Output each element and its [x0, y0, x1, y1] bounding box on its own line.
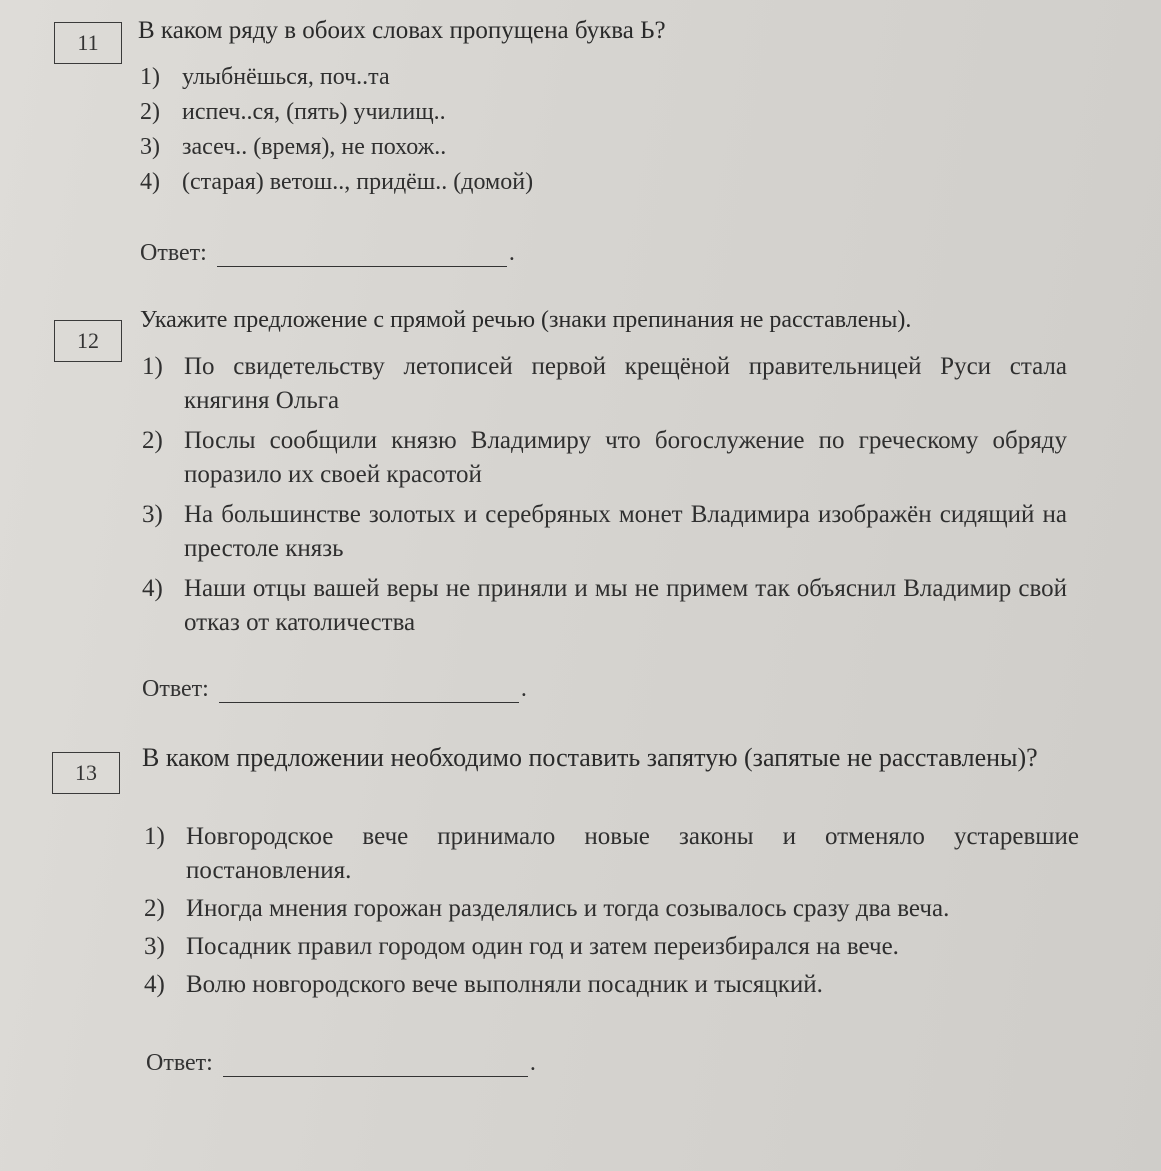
option-4[interactable] — [140, 167, 1040, 198]
question-number-box: 11 — [54, 22, 122, 64]
option-number: 4) — [140, 169, 160, 195]
option-number: 1) — [140, 64, 160, 90]
question-text: Укажите предложение с прямой речью (знаки препинания не расставлены). — [140, 307, 912, 333]
option-text: испеч..ся, (пять) училищ.. — [182, 99, 446, 125]
option-number: 1) — [144, 823, 165, 850]
answer-field[interactable] — [219, 682, 519, 703]
question-text: В каком предложении необходимо поставить запятую (запятые не расставлены)? — [142, 743, 1038, 772]
option-text: Иногда мнения горожан разделялись и тогда созывалось сразу два веча. — [186, 895, 950, 922]
options-list — [142, 350, 1067, 646]
option-text: По свидетельству летописей первой крещёной правительницей Руси стала княгиня Ольга — [184, 353, 1067, 414]
option-text: улыбнёшься, поч..та — [182, 64, 390, 90]
option-4[interactable] — [142, 572, 1067, 640]
option-3[interactable] — [142, 498, 1067, 566]
option-number: 2) — [140, 99, 160, 125]
answer-row — [142, 676, 527, 703]
answer-label: Ответ: — [146, 1050, 213, 1076]
option-text: Посадник правил городом один год и затем переизбирался на вече. — [186, 933, 899, 960]
option-3[interactable] — [140, 132, 1040, 163]
option-number: 3) — [140, 134, 160, 160]
option-number: 3) — [144, 933, 165, 960]
answer-row — [146, 1050, 536, 1077]
option-1[interactable] — [140, 62, 1040, 93]
answer-field[interactable] — [223, 1056, 528, 1077]
options-list — [144, 820, 1079, 1006]
option-number: 2) — [144, 895, 165, 922]
option-2[interactable] — [142, 424, 1067, 492]
option-text: На большинстве золотых и серебряных монет Владимира изображён сидящий на престоле князь — [184, 501, 1067, 562]
option-text: Волю новгородского вече выполняли посадник и тысяцкий. — [186, 971, 823, 998]
option-2[interactable] — [140, 97, 1040, 128]
question-number-box: 12 — [54, 320, 122, 362]
option-3[interactable] — [144, 930, 1079, 964]
option-4[interactable] — [144, 968, 1079, 1002]
question-text: В каком ряду в обоих словах пропущена буква Ь? — [138, 17, 666, 44]
option-number: 2) — [142, 427, 163, 454]
option-text: Наши отцы вашей веры не приняли и мы не примем так объяснил Владимир свой отказ от католичества — [184, 575, 1067, 636]
option-1[interactable] — [144, 820, 1079, 888]
answer-row — [140, 240, 515, 267]
answer-period: . — [520, 676, 527, 702]
answer-period: . — [508, 240, 515, 266]
option-2[interactable] — [144, 892, 1079, 926]
option-text: Послы сообщили князю Владимиру что богослужение по греческому обряду поразило их своей красотой — [184, 427, 1067, 488]
option-text: Новгородское вече принимало новые законы и отменяло устаревшие постановления. — [186, 823, 1079, 884]
option-1[interactable] — [142, 350, 1067, 418]
option-text: (старая) ветош.., придёш.. (домой) — [182, 169, 534, 195]
options-list — [140, 62, 1040, 202]
option-number: 1) — [142, 353, 163, 380]
answer-period: . — [529, 1050, 536, 1076]
option-text: засеч.. (время), не похож.. — [182, 134, 447, 160]
question-number-box: 13 — [52, 752, 120, 794]
option-number: 4) — [144, 971, 165, 998]
answer-field[interactable] — [217, 246, 507, 267]
option-number: 3) — [142, 501, 163, 528]
answer-label: Ответ: — [140, 240, 207, 266]
option-number: 4) — [142, 575, 163, 602]
answer-label: Ответ: — [142, 676, 209, 702]
